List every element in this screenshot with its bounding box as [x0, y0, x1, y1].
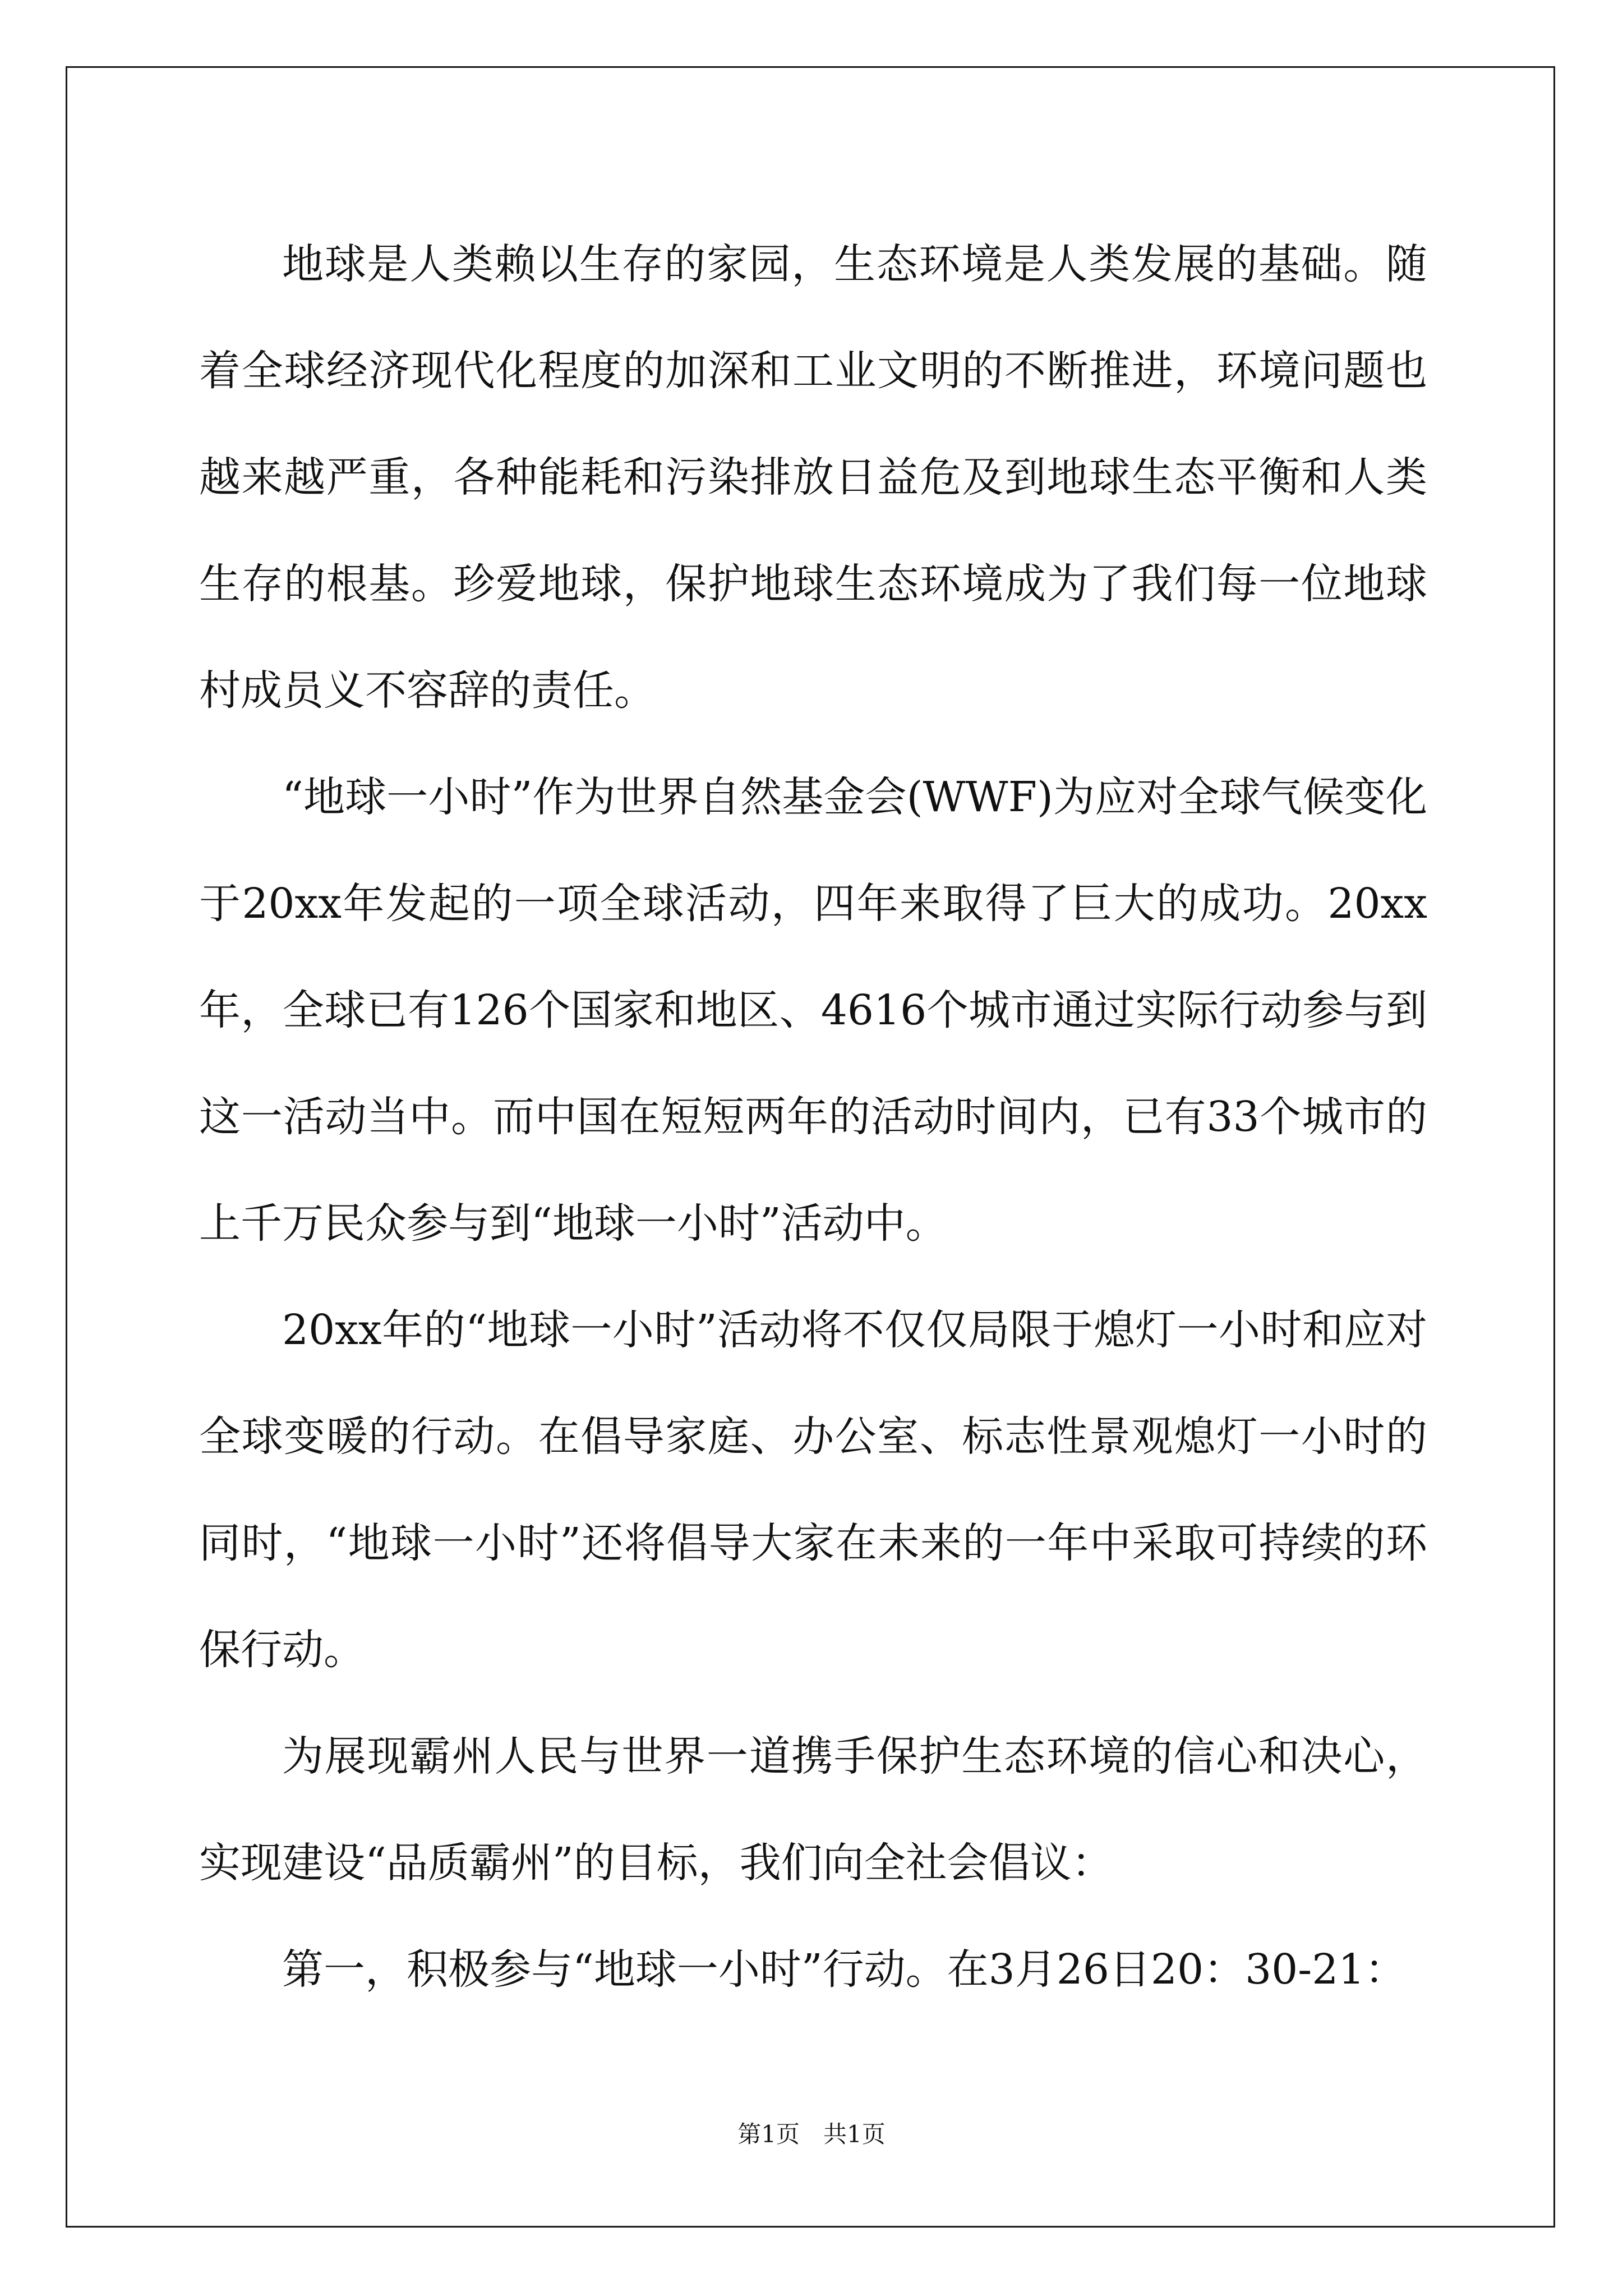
page-footer: 第1页 共1页 — [737, 2120, 886, 2148]
paragraph-2: “地球一小时”作为世界自然基金会(WWF)为应对全球气候变化于20xx年发起的一项全球活动，四年来取得了巨大的成功。20xx年，全球已有126个国家和地区、4616个城市通过实际行动参与到这一活动当中。而中国在短短两年的活动时间内，已有33个城市的上千万民众参与到“地球一小时”活动中。 — [199, 773, 1427, 1248]
paragraph-5: 第一，积极参与“地球一小时”行动。在3月26日20：30-21： — [282, 1945, 1407, 1994]
document-body — [199, 211, 1427, 2023]
paragraph-4: 为展现霸州人民与世界一道携手保护生态环境的信心和决心，实现建设“品质霸州”的目标，我们向全社会倡议： — [199, 1732, 1427, 1887]
paragraph-1: 地球是人类赖以生存的家园，生态环境是人类发展的基础。随着全球经济现代化程度的加深和工业文明的不断推进，环境问题也越来越严重，各种能耗和污染排放日益危及到地球生态平衡和人类生存的根基。珍爱地球，保护地球生态环境成为了我们每一位地球村成员义不容辞的责任。 — [199, 240, 1427, 715]
paragraph-3: 20xx年的“地球一小时”活动将不仅仅局限于熄灯一小时和应对全球变暖的行动。在倡导家庭、办公室、标志性景观熄灯一小时的同时，“地球一小时”还将倡导大家在未来的一年中采取可持续的环保行动。 — [199, 1306, 1427, 1674]
